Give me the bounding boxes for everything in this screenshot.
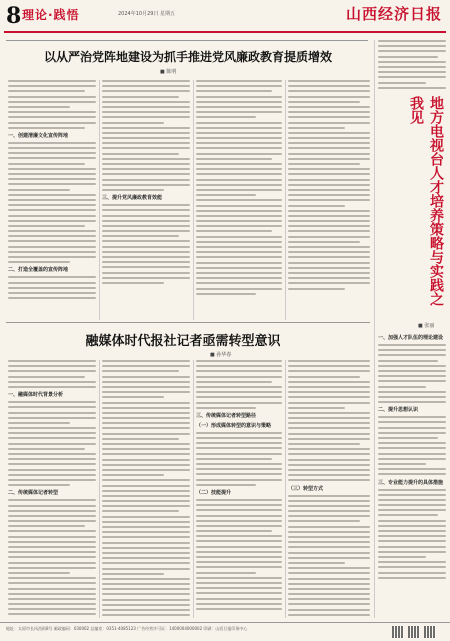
newspaper-logo: 山西经济日报	[345, 5, 442, 23]
masthead	[0, 0, 450, 34]
article3-subhead-1: 一、加强人才队伍的理论建设	[378, 335, 444, 341]
qr-code-icon	[408, 626, 420, 638]
column-divider	[99, 360, 100, 618]
article3-subhead-2: 二、提升思想认识	[378, 407, 419, 414]
article1-subhead-1: 一、创建清廉文化宣传阵地	[8, 132, 69, 139]
article3-subhead-3: 三、专业能力提升的具体措施	[378, 479, 444, 486]
column-divider	[193, 80, 194, 320]
article2-subhead-5: （二）技能提升	[196, 489, 232, 496]
article2-subhead-6: （三）转型方式	[288, 485, 324, 492]
article2-subhead-1: 一、融媒体时代背景分析	[8, 392, 64, 399]
page-number: 8	[6, 3, 22, 29]
article1-column-3	[196, 80, 282, 320]
article2-subhead-3: 三、传统媒体记者转型路径	[196, 412, 257, 419]
section-title: 理论·践悟	[22, 8, 80, 22]
article2-author: ■ 孙华春	[210, 352, 232, 358]
article2-column-4	[288, 360, 370, 618]
article1-top-rule	[6, 40, 368, 41]
article1-column-4	[288, 80, 370, 320]
article1-column-2	[102, 80, 190, 320]
article3-lead	[378, 40, 446, 92]
article2-subhead-4: （一）形成媒体转型的意识与策略	[196, 422, 272, 429]
article1-title: 以从严治党阵地建设为抓手推进党风廉政教育提质增效	[43, 50, 332, 64]
article3-body	[378, 332, 446, 618]
issue-date: 2024年10月29日 星期五	[118, 11, 176, 17]
article2-top-rule	[6, 322, 370, 323]
masthead-rule	[4, 31, 446, 33]
qr-code-icon	[392, 626, 404, 638]
article2-column-3	[196, 360, 282, 618]
article1-subhead-2: 二、打造全覆盖的宣传阵地	[8, 267, 69, 274]
article2-column-2	[102, 360, 190, 618]
column-divider	[285, 80, 286, 320]
article1-author: ■ 陈明	[160, 69, 177, 75]
page-footer	[0, 622, 450, 641]
article2-subhead-2: 二、传统媒体记者转型	[8, 490, 59, 497]
footer-info: 地址：太原市长风西街8号 邮政编码：030002 总编室：0351-4085123 广告经营许可证：1400004000002 印刷：山西日报印务中心	[6, 626, 248, 631]
article1-subhead-3: 三、提升党风廉政教育效能	[102, 195, 163, 202]
column-divider	[193, 360, 194, 618]
column-divider	[285, 360, 286, 618]
right-column-divider	[374, 40, 375, 618]
article3-title: 地方电视台人才培养策略与实践之我见	[408, 96, 444, 306]
qr-code-icon	[424, 626, 436, 638]
article1-column-1	[8, 80, 96, 320]
column-divider	[99, 80, 100, 320]
article2-title: 融媒体时代报社记者亟需转型意识	[85, 334, 281, 349]
article2-column-1	[8, 360, 96, 618]
article3-author: ■ 张丽	[418, 323, 435, 329]
